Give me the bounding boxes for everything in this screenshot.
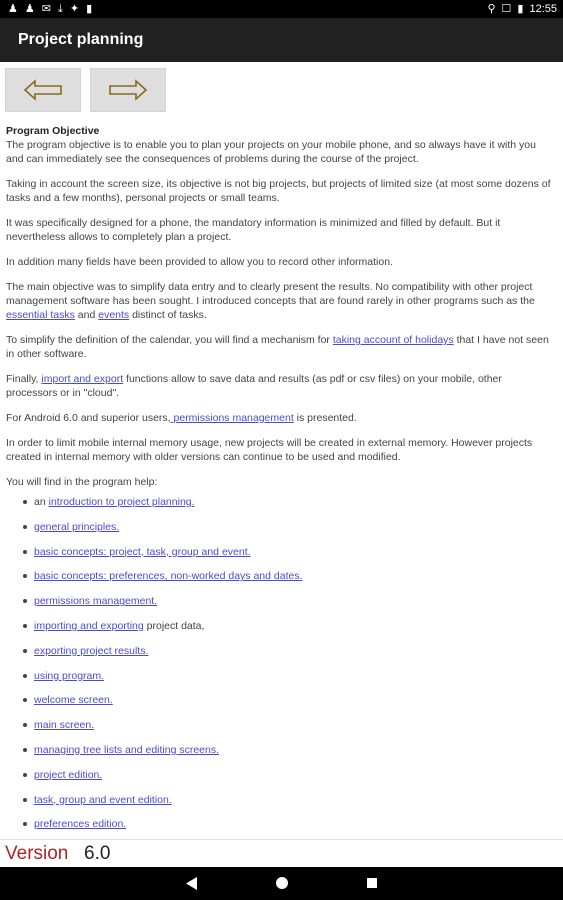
list-item <box>6 743 556 768</box>
list-item-suffix: project data, <box>143 619 205 632</box>
holidays-link[interactable]: taking account of holidays <box>332 334 454 346</box>
left-arrow-icon <box>23 79 63 101</box>
vibrate-icon: ☐ <box>501 3 512 15</box>
version-bar <box>0 839 563 867</box>
paragraph-text: functions allow to save data and results (as pdf or csv files) on your mobile, other processors or in "cloud". <box>6 373 502 399</box>
paragraph: It was specifically designed for a phone, the mandatory information is minimized and filled by default. But it nevertheless allows to completely plan a project. <box>6 217 501 243</box>
help-topic-link[interactable]: task, group and event edition. <box>34 793 172 806</box>
help-topic-link[interactable]: permissions management. <box>34 595 158 608</box>
help-topic-link[interactable]: exporting project results. <box>34 644 149 657</box>
battery-icon: ▮ <box>517 3 524 15</box>
list-item <box>6 768 556 793</box>
status-time: 12:55 <box>529 3 557 15</box>
import-export-link[interactable]: import and export <box>41 373 124 385</box>
paragraph-text: The main objective was to simplify data entry and to clearly present the results. No compatibility with other project management software has been sought. I introduced concepts that are found rarely in other programs such as the <box>6 281 535 307</box>
app-bar <box>0 18 563 62</box>
help-topic-link[interactable]: basic concepts: project, task, group and event. <box>34 545 251 558</box>
paragraph-text: distinct of tasks. <box>129 309 207 321</box>
version-number: 6.0 <box>84 843 111 864</box>
paragraph <box>6 372 556 400</box>
right-arrow-icon <box>108 79 148 101</box>
list-item <box>6 793 556 818</box>
help-topic-link[interactable]: project edition. <box>34 768 103 781</box>
help-topic-link[interactable]: importing and exporting <box>34 619 144 632</box>
help-topic-link[interactable]: preferences edition. <box>34 818 127 831</box>
help-topic-link[interactable]: basic concepts: preferences, non-worked days and dates. <box>34 570 303 583</box>
system-nav-bar <box>0 867 563 900</box>
paragraph-text: Finally, <box>6 373 42 385</box>
list-item <box>6 569 556 594</box>
system-status <box>487 2 557 16</box>
list-item <box>6 817 556 839</box>
location-icon: ⚲ <box>487 3 496 15</box>
help-topic-link[interactable]: introduction to project planning. <box>48 496 195 508</box>
section-heading: Program Objective <box>6 125 100 137</box>
paragraph <box>6 280 556 322</box>
sim-icon: ▮ <box>86 3 93 15</box>
back-button[interactable] <box>5 68 81 112</box>
help-topic-link[interactable]: main screen. <box>34 719 95 732</box>
help-content[interactable] <box>0 62 563 839</box>
paragraph <box>6 411 556 425</box>
objective-section <box>6 124 556 166</box>
help-topics-list <box>6 495 556 839</box>
events-link[interactable]: events <box>98 309 130 321</box>
paragraph <box>6 333 556 361</box>
paragraph-text: is presented. <box>293 412 357 424</box>
permissions-link[interactable]: permissions management <box>170 412 294 424</box>
list-item <box>6 495 556 520</box>
version-label: Version <box>5 843 69 864</box>
list-item-prefix: an <box>34 496 49 508</box>
wrench-icon: ✦ <box>69 3 80 15</box>
paragraph-text: and <box>74 309 99 321</box>
help-topic-link[interactable]: general principles. <box>34 520 120 533</box>
list-item <box>6 619 556 644</box>
recent-apps-icon[interactable] <box>367 878 377 888</box>
notification-icons <box>8 2 92 16</box>
download-icon: ⤓ <box>57 3 63 15</box>
nav-buttons <box>5 68 166 112</box>
back-icon[interactable] <box>186 877 198 890</box>
person-icon: ♟ <box>24 3 35 15</box>
list-item <box>6 718 556 743</box>
paragraph-text: To simplify the definition of the calendar, you will find a mechanism for <box>6 334 333 346</box>
paragraph: Taking in account the screen size, its objective is not big projects, but projects of limited size (at most some dozens of tasks and a few months), personal projects or small teams. <box>6 178 551 204</box>
forward-button[interactable] <box>90 68 166 112</box>
help-topic-link[interactable]: managing tree lists and editing screens. <box>34 743 220 756</box>
paragraph-text: that I have not seen in other software. <box>6 334 549 360</box>
list-item <box>6 693 556 718</box>
help-text <box>6 124 556 839</box>
help-intro: You will find in the program help: <box>6 476 158 488</box>
list-item <box>6 669 556 694</box>
help-topic-link[interactable]: welcome screen. <box>34 694 113 707</box>
list-item <box>6 594 556 619</box>
status-bar <box>0 0 563 18</box>
person-icon: ♟ <box>8 3 18 15</box>
paragraph: The program objective is to enable you to plan your projects on your mobile phone, and so always have it with you and can immediately see the consequences of problems during the course of the project. <box>6 139 536 165</box>
list-item <box>6 644 556 669</box>
paragraph-text: For Android 6.0 and superior users, <box>6 412 171 424</box>
list-item <box>6 545 556 570</box>
help-topic-link[interactable]: using program. <box>34 669 105 682</box>
essential-tasks-link[interactable]: essential tasks <box>6 309 75 321</box>
paragraph: In addition many fields have been provided to allow you to record other information. <box>6 256 393 268</box>
mail-icon: ✉ <box>41 3 51 15</box>
list-item <box>6 520 556 545</box>
app-title: Project planning <box>18 31 144 48</box>
home-icon[interactable] <box>276 877 288 889</box>
paragraph: In order to limit mobile internal memory usage, new projects will be created in external memory. However projects created in internal memory with older versions can continue to be used and modified. <box>6 437 533 463</box>
